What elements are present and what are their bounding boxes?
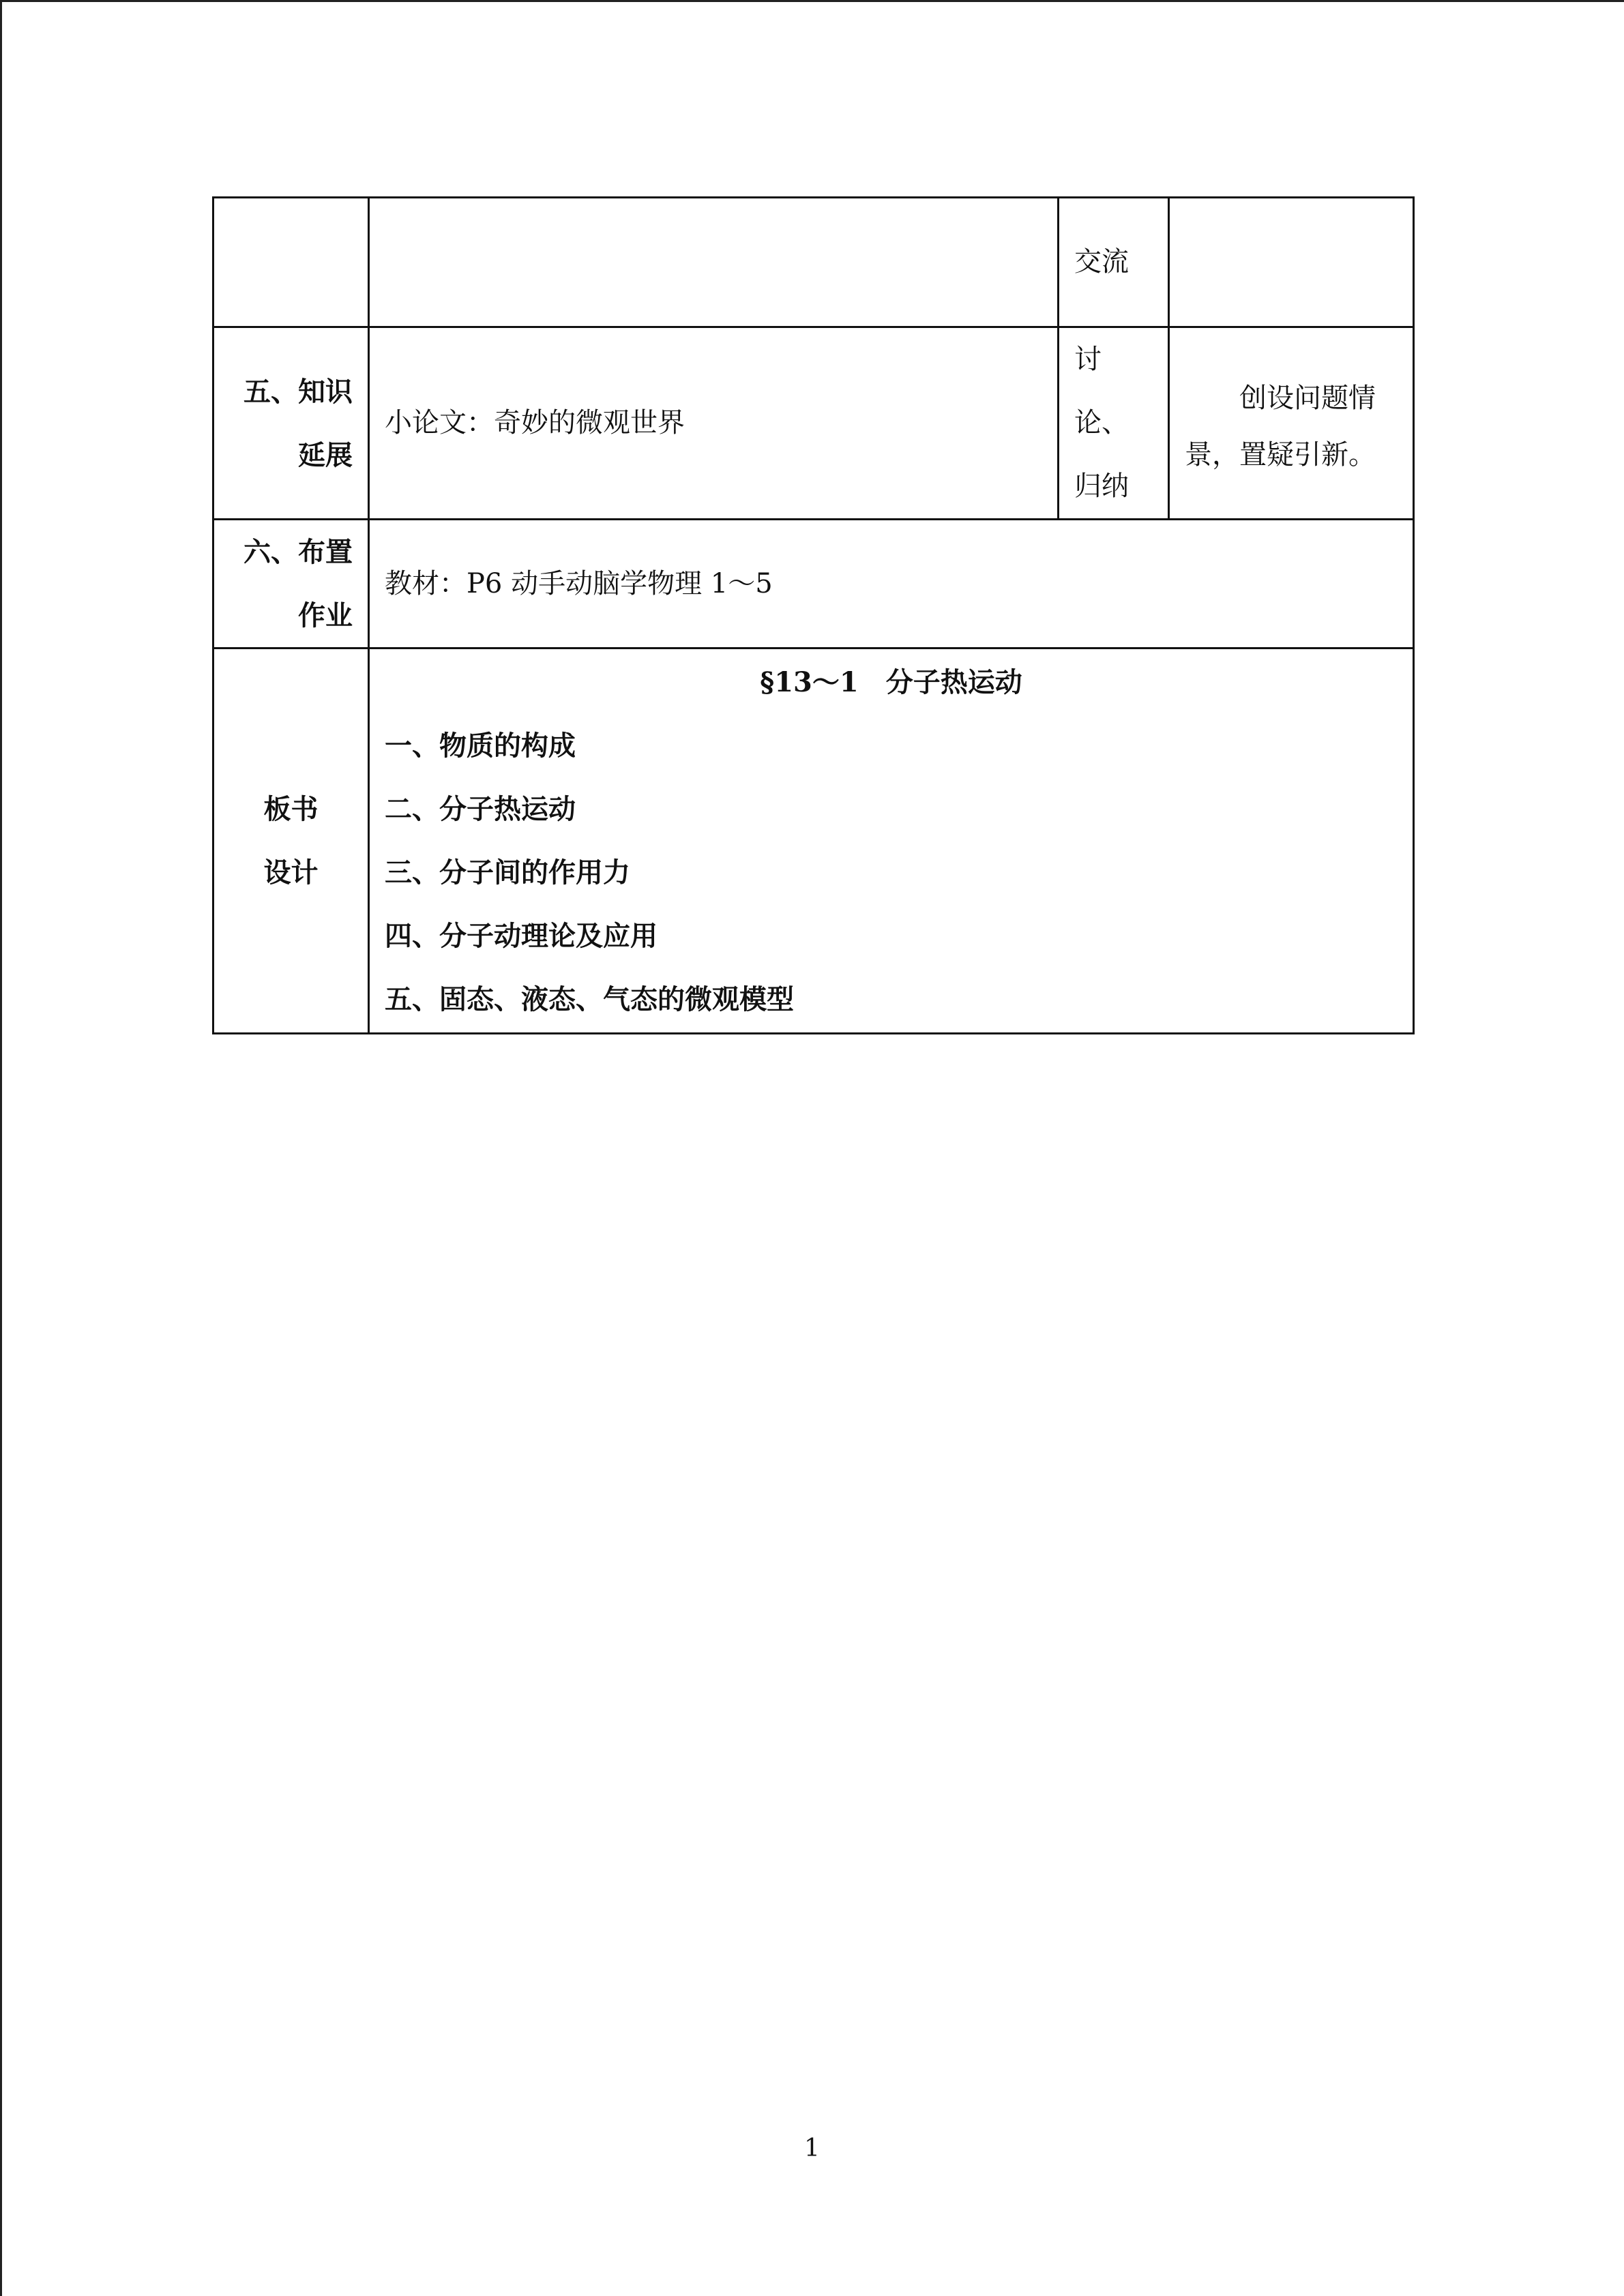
row-extension-content-cell — [369, 327, 1059, 520]
page-number: 1 — [804, 2134, 820, 2162]
method-line: 归纳 — [1074, 471, 1129, 502]
intent-line2: 景，置疑引新。 — [1185, 439, 1376, 471]
section-label-line1: 板书 — [263, 793, 319, 825]
method-line: 论、 — [1074, 407, 1129, 438]
table-row-homework — [213, 520, 1414, 648]
row-exchange-content-cell — [369, 198, 1059, 327]
lesson-plan-table — [212, 196, 1415, 1034]
section-label-line1: 五、知识 — [243, 375, 353, 408]
row-homework-content-cell — [369, 520, 1414, 648]
board-item: 一、物质的构成 — [385, 730, 576, 762]
board-item: 三、分子间的作用力 — [385, 856, 630, 889]
row-extension-intent-cell — [1169, 327, 1414, 520]
table-row-exchange — [213, 198, 1414, 327]
extension-content: 小论文：奇妙的微观世界 — [385, 407, 685, 438]
table-row-extension — [213, 327, 1414, 520]
homework-content: 教材：P6 动手动脑学物理 1～5 — [385, 567, 773, 599]
section-label-line2: 延展 — [298, 438, 353, 471]
row-homework-label-cell — [213, 520, 369, 648]
method-line: 讨 — [1074, 344, 1102, 375]
row-extension-method-cell — [1059, 327, 1169, 520]
row-exchange-label-cell — [213, 198, 369, 327]
row-exchange-method-cell — [1059, 198, 1169, 327]
board-item: 五、固态、液态、气态的微观模型 — [385, 983, 794, 1015]
section-label-line2: 作业 — [298, 599, 353, 631]
row-extension-label-cell — [213, 327, 369, 520]
table-row-board — [213, 648, 1414, 1034]
board-item: 二、分子热运动 — [385, 793, 576, 825]
board-item: 四、分子动理论及应用 — [385, 920, 658, 952]
intent-line1: 创设问题情 — [1239, 383, 1376, 414]
method-text: 交流 — [1074, 246, 1129, 278]
section-label-line2: 设计 — [263, 856, 319, 889]
row-board-content-cell — [369, 648, 1414, 1034]
board-title: §13～1 分子热运动 — [760, 666, 1022, 698]
section-label-line1: 六、布置 — [243, 536, 353, 568]
row-board-label-cell — [213, 648, 369, 1034]
row-exchange-intent-cell — [1169, 198, 1414, 327]
